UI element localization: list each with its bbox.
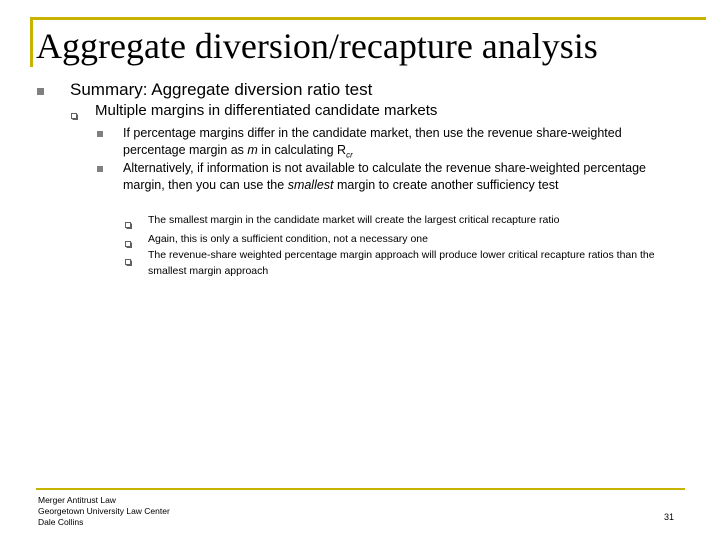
level1-text: Summary: Aggregate diversion ratio test [70,80,373,99]
level3-item-2-italic: smallest [287,178,334,192]
level3-item-1-text-a: If percentage margins differ in the candidate market, then use the revenue share-weighted percentage margin as [123,126,622,157]
footer-rule [36,488,685,490]
level3-item-2-text-b: margin to create another sufficiency test [333,178,559,192]
level4-item-2: Again, this is only a sufficient condition, not a necessary one [148,233,428,245]
level4-item-1: The smallest margin in the candidate market will create the largest critical recapture ratio [148,214,560,226]
level2-bullet-icon [71,107,78,114]
level3-bullet-icon [97,166,103,172]
footer-line-school: Georgetown University Law Center [38,506,170,516]
level3-item-1-italic: m [247,143,258,157]
level2-text: Multiple margins in differentiated candidate markets [95,102,438,119]
level4-item-3: The revenue-share weighted percentage margin approach will produce lower critical recapture ratios than the smallest margin approach [148,249,655,277]
slide-title: Aggregate diversion/recapture analysis [36,26,598,66]
level1-bullet-icon [37,88,44,95]
level3-item-1-text-b: in calculating R [257,143,347,157]
level4-bullet-icon [125,216,132,223]
level4-bullet-icon [125,235,132,242]
footer-credit [38,495,170,528]
level3-item-2 [123,160,668,194]
level4-bullet-icon [125,253,132,260]
level3-item-1 [123,125,668,164]
title-frame-left-rule [30,17,33,67]
level3-item-1-subscript: cr [346,150,353,160]
page-number: 31 [664,512,675,522]
footer-line-course: Merger Antitrust Law [38,495,116,505]
level3-bullet-icon [97,131,103,137]
level3-item-2-text-a: Alternatively, if information is not available to calculate the revenue share-weighted percentage margin, then you can use the [123,161,646,192]
footer-line-author: Dale Collins [38,517,84,527]
title-frame-top-rule [30,17,706,20]
